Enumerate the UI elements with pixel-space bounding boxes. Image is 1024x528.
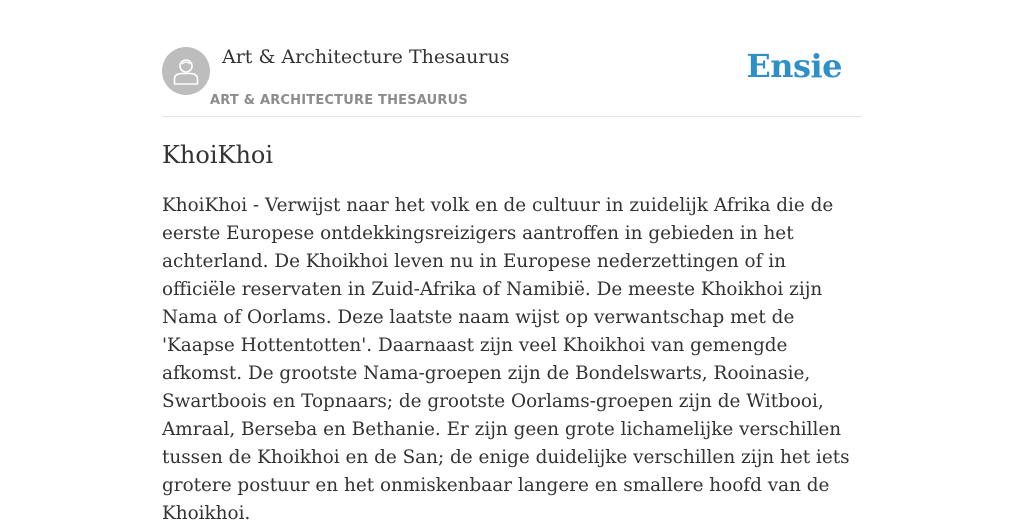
entry-header [162,0,862,117]
ensie-logo[interactable]: Ensie [746,47,842,85]
source-title[interactable]: Art & Architecture Thesaurus [222,46,510,68]
avatar[interactable] [162,47,210,95]
entry-term: KhoiKhoi [162,141,274,169]
entry-definition: KhoiKhoi - Verwijst naar het volk en de cultuur in zuidelijk Afrika die de eerste Europese ontdekkingsreizigers aantroffen in gebieden in het achterland. De Khoikhoi leven nu in Europese nederzettingen of in officiële reservaten in Zuid-Afrika of Namibië. De meeste Khoikhoi zijn Nama of Oorlams. Deze laatste naam wijst op verwantschap met de 'Kaapse Hottentotten'. Daarnaast zijn veel Khoikhoi van gemengde afkomst. De grootste Nama-groepen zijn de Bondelswarts, Rooinasie, Swartboois en Topnaars; de grootste Oorlams-groepen zijn de Witbooi, Amraal, Berseba en Bethanie. Er zijn geen grote lichamelijke verschillen tussen de Khoikhoi en de San; de enige duidelijke verschillen zijn het iets grotere postuur en het onmiskenbaar langere en smallere hoofd van de Khoikhoi. [162,195,850,524]
entry-card [162,0,862,524]
source-subtitle[interactable]: ART & ARCHITECTURE THESAURUS [210,93,468,108]
user-silhouette-icon [173,57,199,85]
